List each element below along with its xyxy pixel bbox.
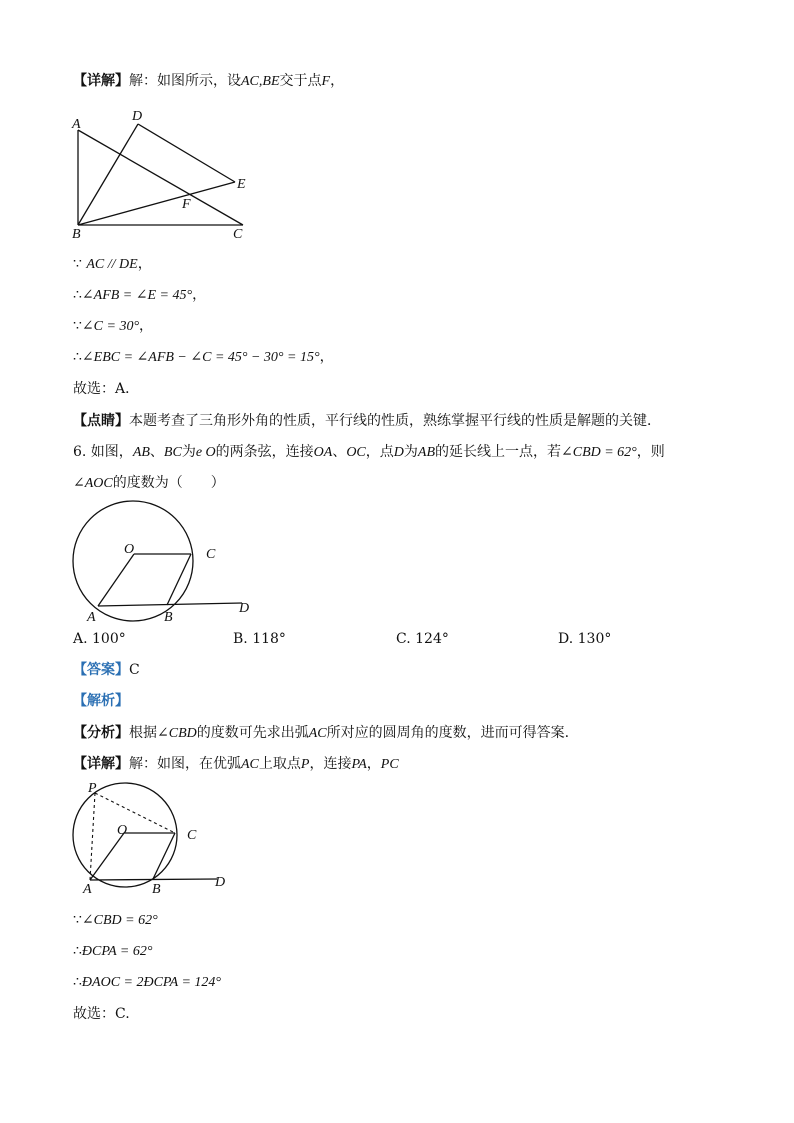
option-b[interactable]: B. 118° bbox=[233, 631, 286, 647]
analysis-line: 【分析】根据∠CBD的度数可先求出弧AC所对应的圆周角的度数，进而可得答案. bbox=[73, 725, 570, 741]
answer-line: 【答案】C bbox=[73, 662, 140, 678]
segment-pc bbox=[95, 793, 175, 833]
label-d: D bbox=[239, 601, 250, 616]
step-line: ∵∠CBD = 62° bbox=[73, 912, 158, 928]
segment-be bbox=[78, 182, 235, 225]
segment-de bbox=[138, 124, 235, 182]
segment-bc bbox=[167, 554, 191, 605]
segment-bc bbox=[153, 833, 175, 879]
label-c: C bbox=[187, 828, 197, 843]
label-d: D bbox=[215, 875, 226, 890]
segment-ac bbox=[78, 130, 243, 225]
option-c[interactable]: C. 124° bbox=[396, 631, 449, 647]
label-o: O bbox=[117, 823, 128, 838]
label-a: A bbox=[72, 117, 81, 132]
segment-oa bbox=[90, 833, 124, 880]
step-line: ∴ÐAOC = 2ÐCPA = 124° bbox=[73, 974, 222, 990]
segment-pa bbox=[90, 793, 95, 880]
question-6-line-2: ∠AOC的度数为（ ） bbox=[73, 475, 225, 491]
label-a: A bbox=[87, 610, 96, 625]
label-c: C bbox=[233, 227, 243, 242]
label-b: B bbox=[152, 882, 161, 897]
question-6-line-1: 6. 如图，AB、BC为e O的两条弦，连接OA、OC，点D为AB的延长线上一点，若∠CBD = 62°，则 bbox=[73, 444, 665, 460]
label-b: B bbox=[164, 610, 173, 625]
detail-tag: 【详解】 bbox=[73, 73, 129, 89]
step-line: ∴∠EBC = ∠AFB − ∠C = 45° − 30° = 15°， bbox=[73, 349, 334, 365]
label-d: D bbox=[132, 109, 143, 124]
circle-o bbox=[73, 783, 177, 887]
detail-line-2: 【详解】解：如图，在优弧AC上取点P，连接PA，PC bbox=[73, 756, 399, 772]
analysis-tag-line: 【解析】 bbox=[73, 693, 129, 709]
step-line: ∵∠C = 30°， bbox=[73, 318, 154, 334]
comment-line: 【点睛】本题考查了三角形外角的性质，平行线的性质，熟练掌握平行线的性质是解题的关键． bbox=[73, 413, 661, 429]
step-line: ∴∠AFB = ∠E = 45°， bbox=[73, 287, 207, 303]
segment-abd bbox=[90, 879, 217, 880]
answer-line-2: 故选：C. bbox=[73, 1006, 130, 1022]
circle-o bbox=[73, 501, 193, 621]
label-b: B bbox=[72, 227, 81, 242]
label-f: F bbox=[182, 197, 191, 212]
label-a: A bbox=[83, 882, 92, 897]
label-p: P bbox=[88, 781, 97, 796]
detail-line-1: 【详解】解：如图所示，设AC,BE交于点F， bbox=[73, 73, 345, 89]
option-a[interactable]: A. 100° bbox=[73, 631, 126, 647]
step-line: ∴ÐCPA = 62° bbox=[73, 943, 153, 959]
segment-abd bbox=[98, 603, 242, 606]
label-c: C bbox=[206, 547, 216, 562]
segment-oa bbox=[98, 554, 134, 606]
answer-line-1: 故选：A． bbox=[73, 381, 140, 397]
step-line: ∵ AC // DE， bbox=[73, 256, 152, 272]
label-e: E bbox=[237, 177, 246, 192]
segment-bd bbox=[78, 124, 138, 225]
option-d[interactable]: D. 130° bbox=[558, 631, 612, 647]
label-o: O bbox=[124, 542, 135, 557]
